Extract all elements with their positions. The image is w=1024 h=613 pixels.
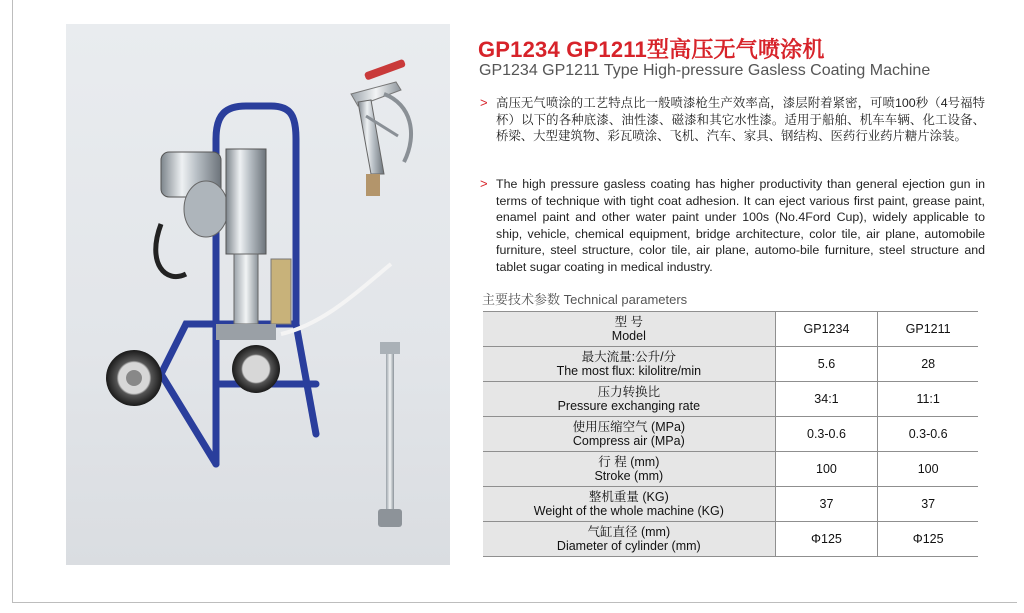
value-gp1211: GP1211	[878, 312, 978, 347]
param-label-cn: 压力转换比	[597, 385, 661, 399]
param-label	[483, 347, 775, 382]
param-label-en: The most flux: kilolitre/min	[556, 364, 702, 378]
table-row	[483, 522, 978, 557]
value-gp1211: 28	[878, 347, 978, 382]
param-label-cn: 整机重量 (KG)	[588, 490, 669, 504]
product-photo	[66, 24, 450, 565]
description-cn	[480, 95, 985, 145]
pump-body-icon	[156, 149, 291, 340]
value-gp1234: 100	[775, 452, 878, 487]
param-label	[483, 522, 775, 557]
param-label-cn: 使用压缩空气 (MPa)	[572, 420, 686, 434]
param-label-en: Compress air (MPa)	[572, 434, 685, 448]
table-row	[483, 417, 978, 452]
table-row	[483, 347, 978, 382]
param-label-en: Diameter of cylinder (mm)	[556, 539, 701, 553]
value-gp1211: 100	[878, 452, 978, 487]
param-label	[483, 382, 775, 417]
value-gp1234: Φ125	[775, 522, 878, 557]
bullet-marker: >	[480, 176, 488, 191]
param-label-en: Weight of the whole machine (KG)	[533, 504, 724, 518]
table-row	[483, 487, 978, 522]
param-label	[483, 417, 775, 452]
spray-gun-icon	[351, 59, 411, 196]
value-gp1211: 11:1	[878, 382, 978, 417]
value-gp1234: 0.3-0.6	[775, 417, 878, 452]
description-en	[480, 176, 985, 275]
param-label	[483, 312, 775, 347]
value-gp1234: GP1234	[775, 312, 878, 347]
param-label-cn: 气缸直径 (mm)	[587, 525, 671, 539]
title-en: GP1234 GP1211 Type High-pressure Gasless Coating Machine	[479, 62, 931, 79]
param-label-en: Model	[611, 329, 646, 343]
value-gp1211: 37	[878, 487, 978, 522]
value-gp1234: 37	[775, 487, 878, 522]
title-cn: GP1234 GP1211型高压无气喷涂机	[478, 37, 825, 62]
table-row	[483, 382, 978, 417]
spray-machine-illustration	[66, 24, 450, 565]
bullet-marker: >	[480, 95, 488, 110]
value-gp1211: Φ125	[878, 522, 978, 557]
description-cn-text: 高压无气喷涂的工艺特点比一般喷漆枪生产效率高，漆层附着紧密，可喷100秒（4号福特杯）以下的各种底漆、油性漆、磁漆和其它水性漆。适用于船舶、机车车辆、化工设备、桥梁、大型建筑物、彩瓦喷涂、飞机、汽车、家具、钢结构、医药行业药片糖片涂装。	[496, 96, 985, 143]
param-label-cn: 最大流量:公升/分	[581, 350, 677, 364]
value-gp1211: 0.3-0.6	[878, 417, 978, 452]
description-en-text: The high pressure gasless coating has higher productivity than general ejection gun in terms of technique with tight coat adhesion. It can eject various first paint, grease paint, enamel paint and other water paint under 100s (No.4Ford Cup), widely applicable to ship, vehicle, chemical equipment, bridge architecture, color tile, air plane, automobile furniture, steel structure, color tile, air plane, automo-bile furniture, steel structure and tablet sugar coating in medical industry.	[496, 177, 985, 274]
param-label-cn: 型 号	[614, 315, 644, 329]
param-label-en: Pressure exchanging rate	[557, 399, 701, 413]
param-label	[483, 487, 775, 522]
param-label-en: Stroke (mm)	[594, 469, 664, 483]
param-label	[483, 452, 775, 487]
table-row	[483, 452, 978, 487]
value-gp1234: 34:1	[775, 382, 878, 417]
technical-parameters-table	[483, 311, 978, 557]
params-heading: 主要技术参数 Technical parameters	[482, 292, 688, 307]
param-label-cn: 行 程 (mm)	[598, 455, 660, 469]
value-gp1234: 5.6	[775, 347, 878, 382]
wheel-right-icon	[232, 345, 280, 393]
suction-pipe-icon	[386, 349, 394, 509]
table-row	[483, 312, 978, 347]
